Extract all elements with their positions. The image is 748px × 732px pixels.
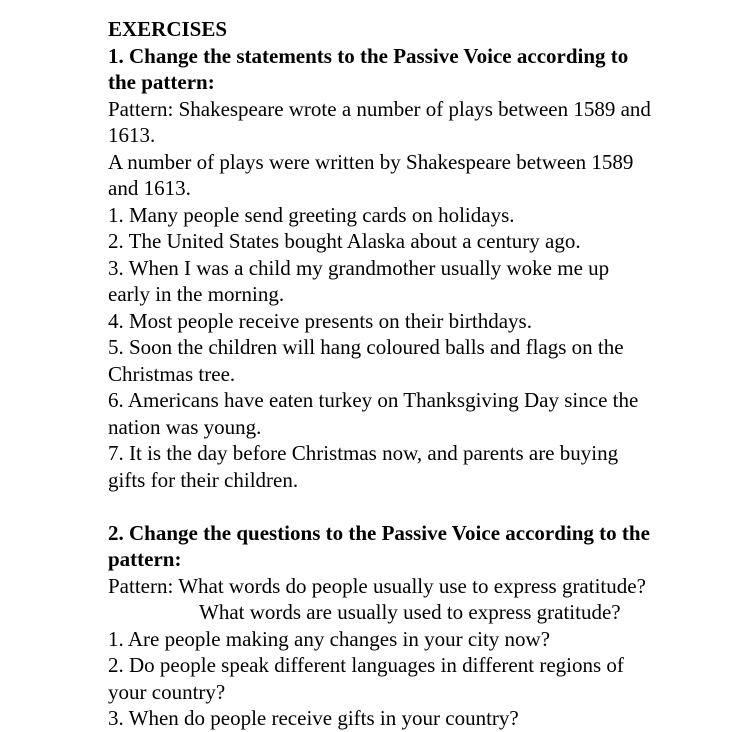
exercise-1-item [108,334,708,387]
exercise-1-item-7-line-2: gifts for their children. [108,467,299,492]
exercise-1-item-3-line-1: 3. When I was a child my grandmother usually woke me up [108,255,610,280]
exercise-1-item-1-line-1: 1. Many people send greeting cards on holidays. [108,202,515,227]
exercise-2-pattern: Pattern: What words do people usually use to express gratitude? [108,573,646,598]
exercise-1-item-7-line-1: 7. It is the day before Christmas now, and parents are buying [108,441,619,465]
exercise-2-item [108,652,708,705]
document-page [108,16,708,732]
exercise-1-item-6-line-1: 6. Americans have eaten turkey on Thanksgiving Day since the [108,388,639,412]
exercise-2-item-3-line-1: 3. When do people receive gifts in your country? [108,706,519,730]
exercise-2-item-1-line-1: 1. Are people making any changes in your city now? [108,626,551,651]
exercise-2-item-2-line-1: 2. Do people speak different languages in different regions of [108,653,624,677]
exercise-1-item-2-line-1: 2. The United States bought Alaska about a century ago. [108,229,581,253]
exercise-2-title-line-2: pattern: [108,547,182,571]
exercise-1-item [108,308,708,335]
exercise-1-pattern-line-2: 1613. [108,123,156,147]
exercise-1-item [108,387,708,440]
exercise-1-item [108,255,708,308]
exercise-1 [108,43,708,494]
exercise-1-title-line-1: 1. Change the statements to the Passive Voice according to [108,43,629,68]
exercise-1-item-5-line-1: 5. Soon the children will hang coloured balls and flags on the [108,335,624,359]
exercise-1-item-5-line-2: Christmas tree. [108,361,236,386]
exercise-1-item [108,440,708,493]
exercise-1-item [108,202,708,229]
section-spacer [108,493,708,520]
exercise-1-item [108,228,708,255]
exercise-1-item-4-line-1: 4. Most people receive presents on their birthdays. [108,308,532,333]
exercise-2-pattern-answer: What words are usually used to express gratitude? [199,600,621,624]
exercise-2-item-2-line-2: your country? [108,679,226,704]
exercise-1-item-3-line-2: early in the morning. [108,282,285,306]
exercise-1-title-line-2: the pattern: [108,70,215,94]
page-heading: EXERCISES [108,17,228,41]
exercise-1-item-6-line-2: nation was young. [108,414,262,439]
exercise-1-pattern-answer-line-2: and 1613. [108,176,191,200]
exercise-1-pattern-line-1: Pattern: Shakespeare wrote a number of plays between 1589 and [108,96,651,121]
exercise-2 [108,520,708,732]
exercise-1-pattern-answer-line-1: A number of plays were written by Shakespeare between 1589 [108,149,634,174]
exercise-2-title-line-1: 2. Change the questions to the Passive Voice according to the [108,520,650,545]
exercise-2-item [108,626,708,653]
